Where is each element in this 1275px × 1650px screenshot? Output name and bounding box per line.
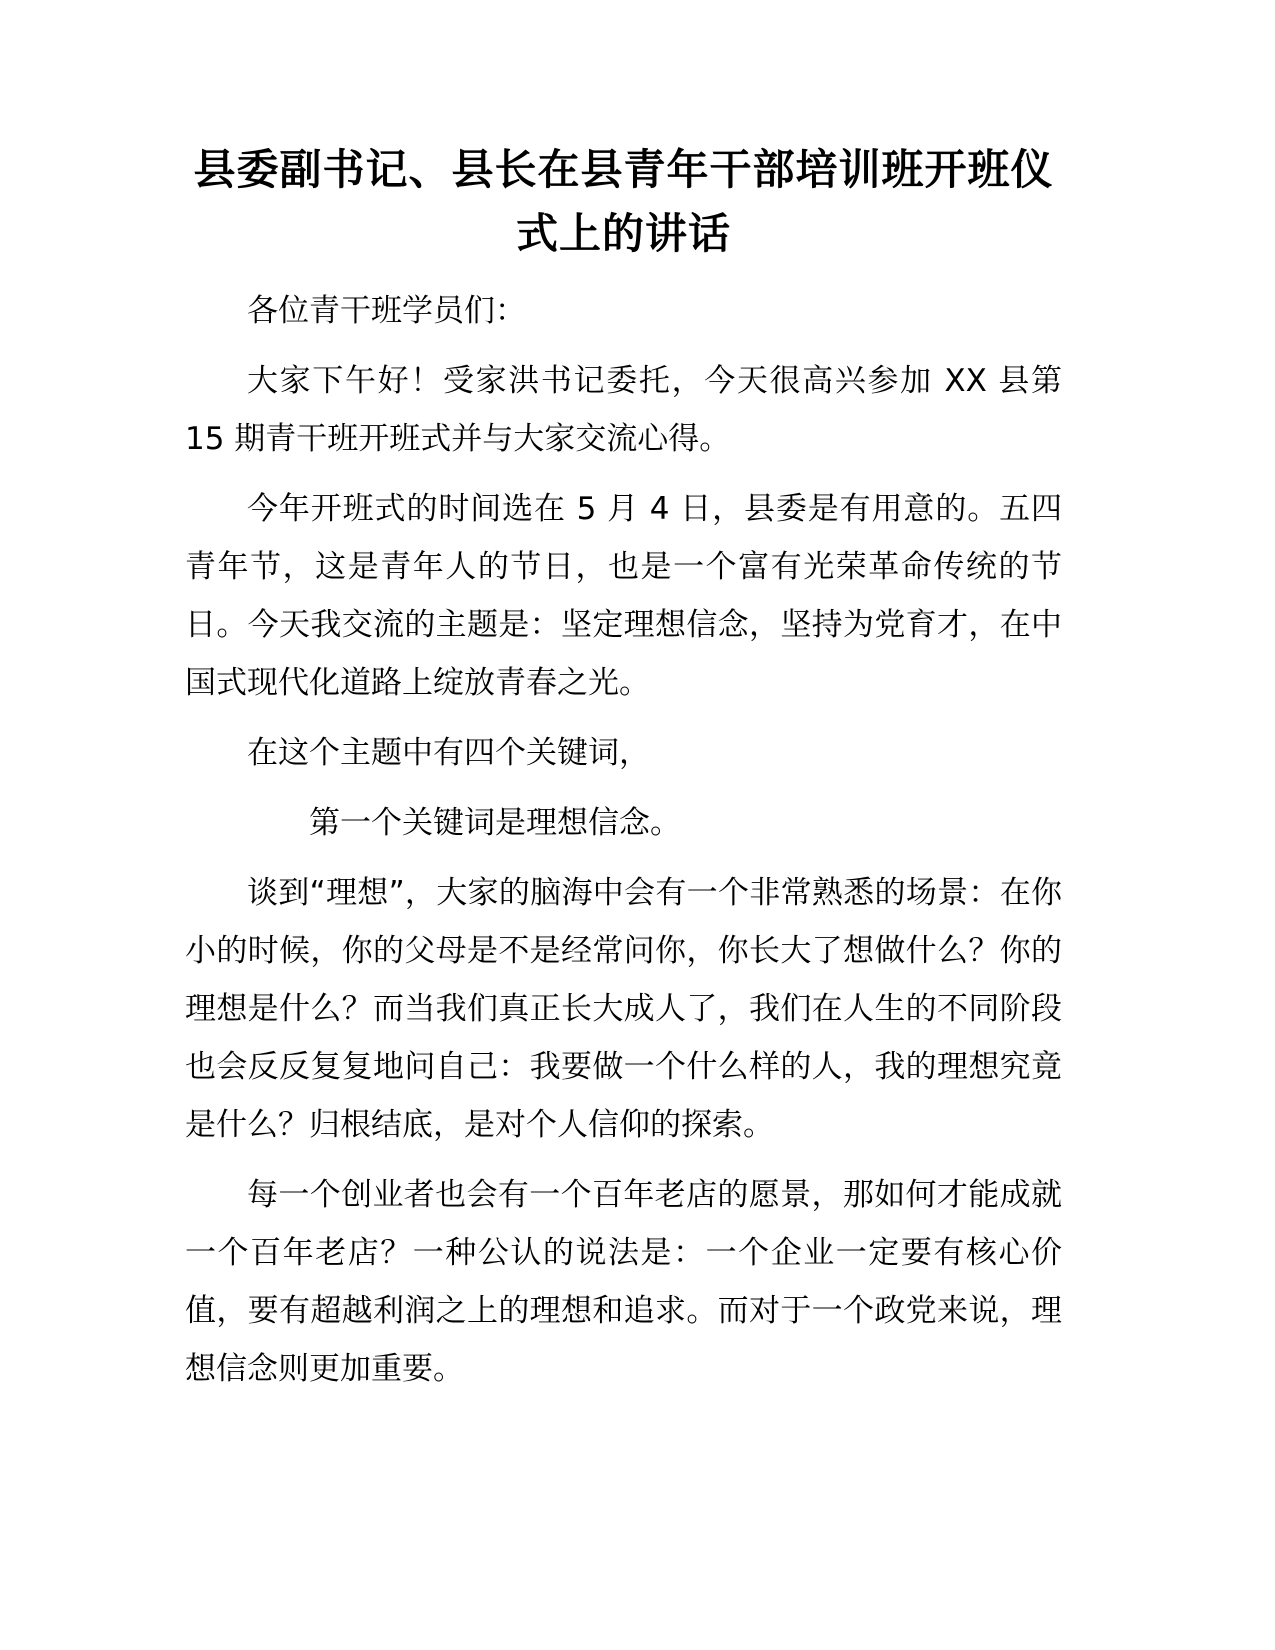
- greeting-paragraph: 大家下午好！受家洪书记委托，今天很高兴参加 XX 县第 15 期青干班开班式并与大家交流心得。: [185, 363, 1062, 457]
- document-title: 县委副书记、县长在县青年干部培训班开班仪式上的讲话: [193, 145, 1054, 258]
- keywords-intro-paragraph: 在这个主题中有四个关键词，: [247, 735, 650, 771]
- ideal-paragraph: 谈到“理想”，大家的脑海中会有一个非常熟悉的场景：在你小的时候，你的父母是不是经常问你，你长大了想做什么？你的理想是什么？而当我们真正长大成人了，我们在人生的不同阶段也会反反复复地问自己：我要做一个什么样的人，我的理想究竟是什么？归根结底，是对个人信仰的探索。: [185, 875, 1062, 1143]
- first-keyword-heading: 第一个关键词是理想信念。: [309, 805, 681, 841]
- salutation-paragraph: 各位青干班学员们：: [247, 293, 526, 329]
- enterprise-paragraph: 每一个创业者也会有一个百年老店的愿景，那如何才能成就一个百年老店？一种公认的说法是：一个企业一定要有核心价值，要有超越利润之上的理想和追求。而对于一个政党来说，理想信念则更加重要。: [185, 1177, 1062, 1387]
- theme-paragraph: 今年开班式的时间选在 5 月 4 日，县委是有用意的。五四青年节，这是青年人的节日，也是一个富有光荣革命传统的节日。今天我交流的主题是：坚定理想信念，坚持为党育才，在中国式现代化道路上绽放青春之光。: [185, 491, 1062, 701]
